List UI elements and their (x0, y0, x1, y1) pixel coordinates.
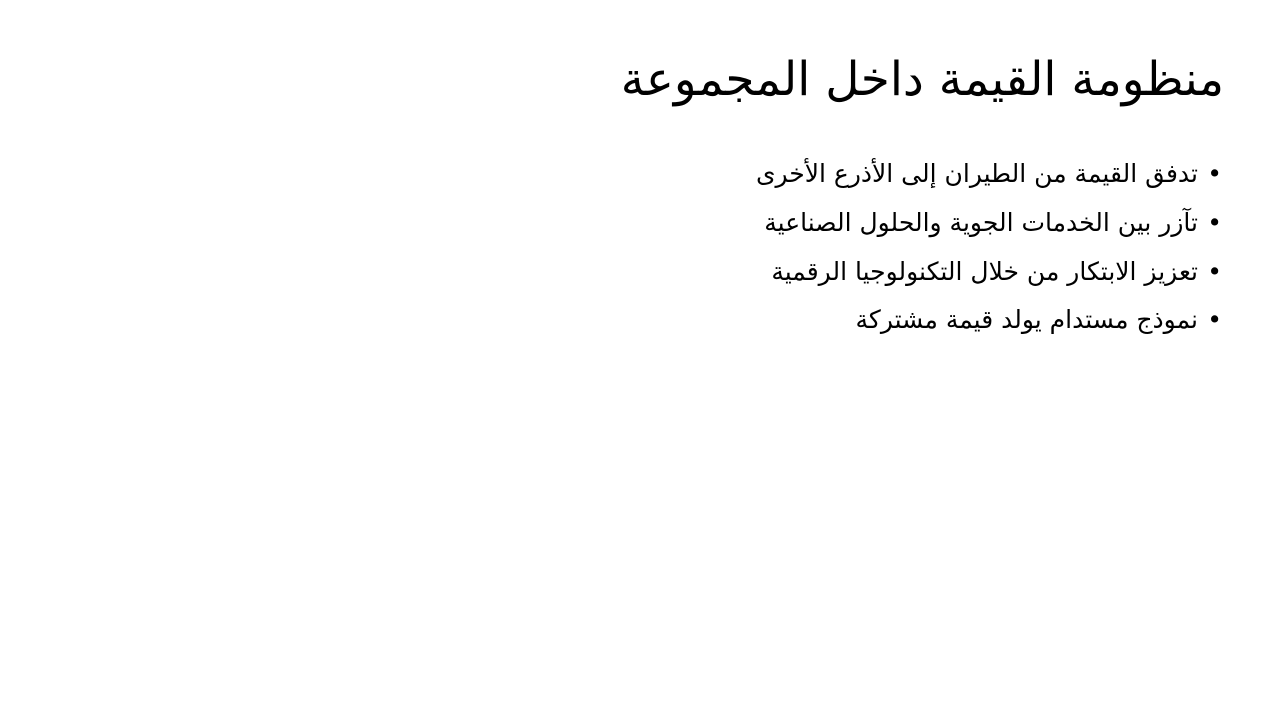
bullet-list (56, 155, 1224, 340)
list-item: • تآزر بين الخدمات الجوية والحلول الصناعية (56, 204, 1224, 243)
page-title: منظومة القيمة داخل المجموعة (620, 52, 1224, 107)
list-item: • تدفق القيمة من الطيران إلى الأذرع الأخرى (56, 155, 1224, 194)
list-item: • تعزيز الابتكار من خلال التكنولوجيا الرقمية (56, 253, 1224, 292)
list-item: • نموذج مستدام يولد قيمة مشتركة (56, 301, 1224, 340)
